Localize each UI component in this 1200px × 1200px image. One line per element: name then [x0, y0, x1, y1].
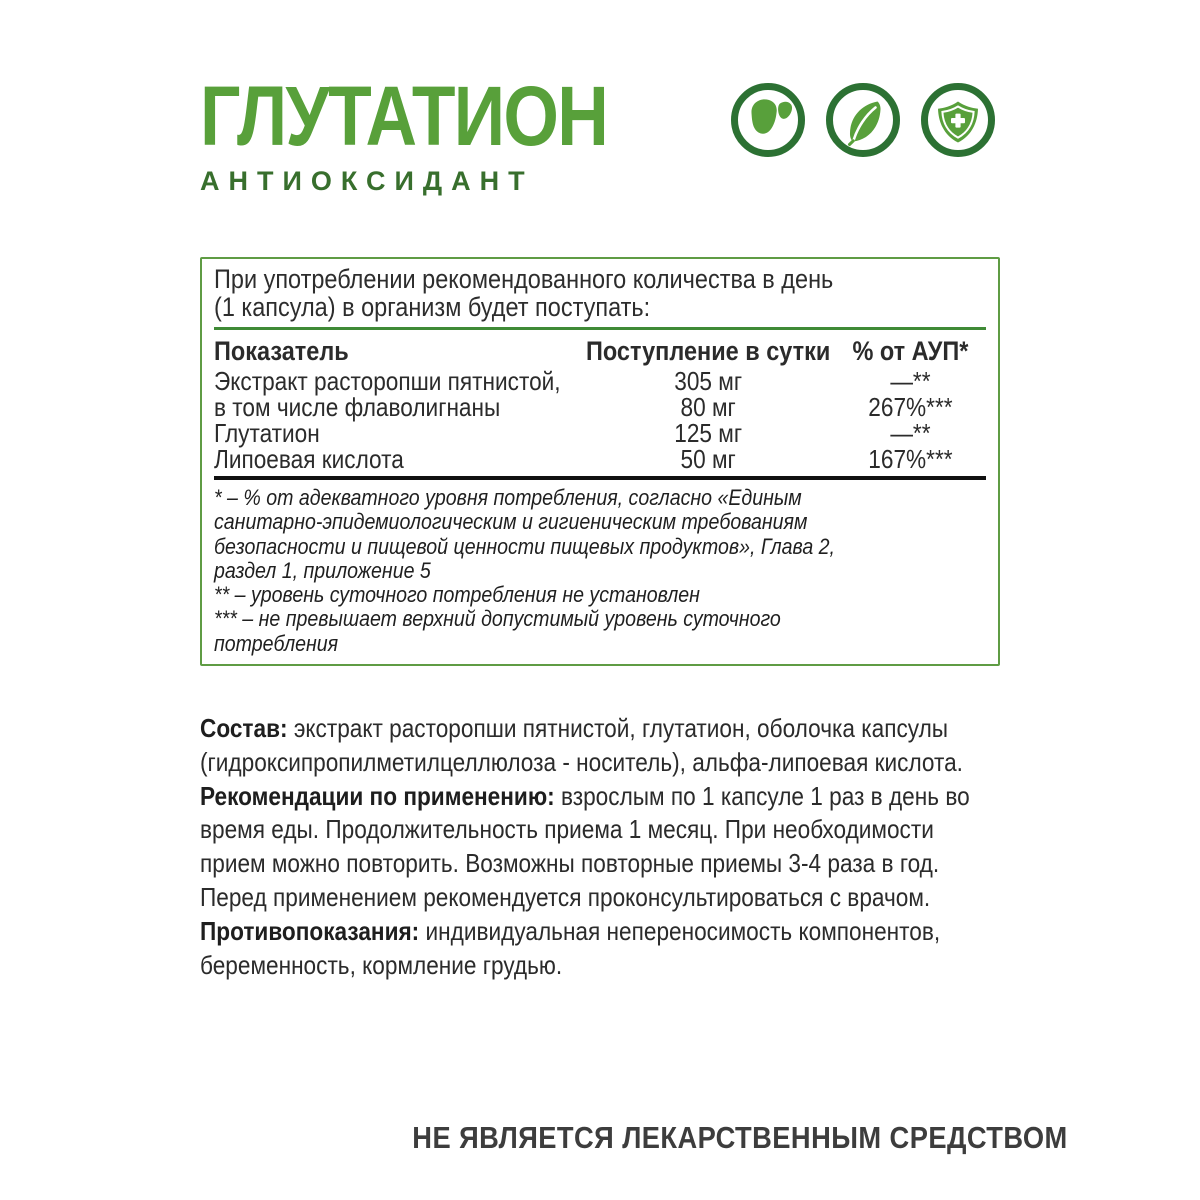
composition-text: экстракт расторопши пятнистой, глутатион, оболочка капсулы (гидроксипропилметилцеллюлоза - носитель), альфа-липоевая кислота.: [200, 713, 963, 777]
footnote-aup: * – % от адекватного уровня потребления, согласно «Единым санитарно-эпидемиологическим и гигиеническим требованиям безопасности и пищевой ценности пищевых продуктов», Глава 2, раздел 1, приложение 5: [214, 484, 835, 583]
table-row: [214, 443, 982, 474]
footnotes: [214, 486, 858, 656]
contraindications-label: Противопоказания:: [200, 915, 420, 946]
footnote-upper-level: *** – не превышает верхний допустимый уровень суточного потребления: [214, 606, 781, 656]
product-title: ГЛУТАТИОН: [200, 69, 608, 163]
header-aup-percent: % от АУП*: [852, 335, 969, 366]
row-amount: 80 мг: [680, 391, 736, 422]
table-header-row: [214, 336, 982, 366]
row-name: Глутатион: [214, 417, 320, 448]
row-aup: 167%***: [868, 443, 953, 474]
leaf-icon: [825, 82, 901, 158]
header-indicator: Показатель: [214, 335, 349, 366]
recommendations-text: взрослым по 1 капсуле 1 раз в день во время еды. Продолжительность приема 1 месяц. При необходимости прием можно повторить. Возможны повторные приемы 3-4 раза в год. Перед применением рекомендуется проконсультироваться с врачом.: [200, 780, 970, 912]
row-aup: —**: [890, 365, 931, 396]
contraindications-text: индивидуальная непереносимость компонентов, беременность, кормление грудью.: [200, 915, 941, 980]
row-aup: —**: [890, 417, 931, 448]
table-row: [214, 365, 982, 396]
details-paragraph: [200, 712, 1000, 982]
intake-intro-line-1: При употреблении рекомендованного количества в день: [214, 264, 834, 294]
row-amount: 125 мг: [674, 417, 743, 448]
product-subtitle: АНТИОКСИДАНТ: [200, 166, 534, 196]
nutrition-info-box: [200, 257, 1000, 666]
liver-icon: [730, 82, 806, 158]
disclaimer: НЕ ЯВЛЯЕТСЯ ЛЕКАРСТВЕННЫМ СРЕДСТВОМ: [412, 1120, 1068, 1155]
benefit-icons: [730, 82, 996, 158]
intake-intro: [214, 265, 980, 322]
table-row: [214, 417, 982, 448]
recommendations-label: Рекомендации по применению:: [200, 780, 555, 811]
header-daily-intake: Поступление в сутки: [586, 335, 831, 366]
brand-header: [200, 69, 679, 197]
footnote-not-established: ** – уровень суточного потребления не установлен: [214, 582, 700, 608]
intake-intro-line-2: (1 капсула) в организм будет поступать:: [214, 292, 651, 323]
row-name: Липоевая кислота: [214, 443, 404, 474]
shield-cross-icon: [920, 82, 996, 158]
row-amount: 305 мг: [674, 365, 743, 396]
composition-label: Состав:: [200, 713, 288, 743]
row-aup: 267%***: [868, 391, 953, 422]
row-amount: 50 мг: [680, 443, 736, 474]
table-row: [214, 391, 982, 422]
row-name: Экстракт расторопши пятнистой,: [214, 365, 561, 396]
nutrition-table: [214, 336, 982, 472]
row-name: в том числе флаволигнаны: [214, 391, 501, 422]
green-divider: [214, 327, 986, 330]
black-divider: [214, 476, 986, 480]
